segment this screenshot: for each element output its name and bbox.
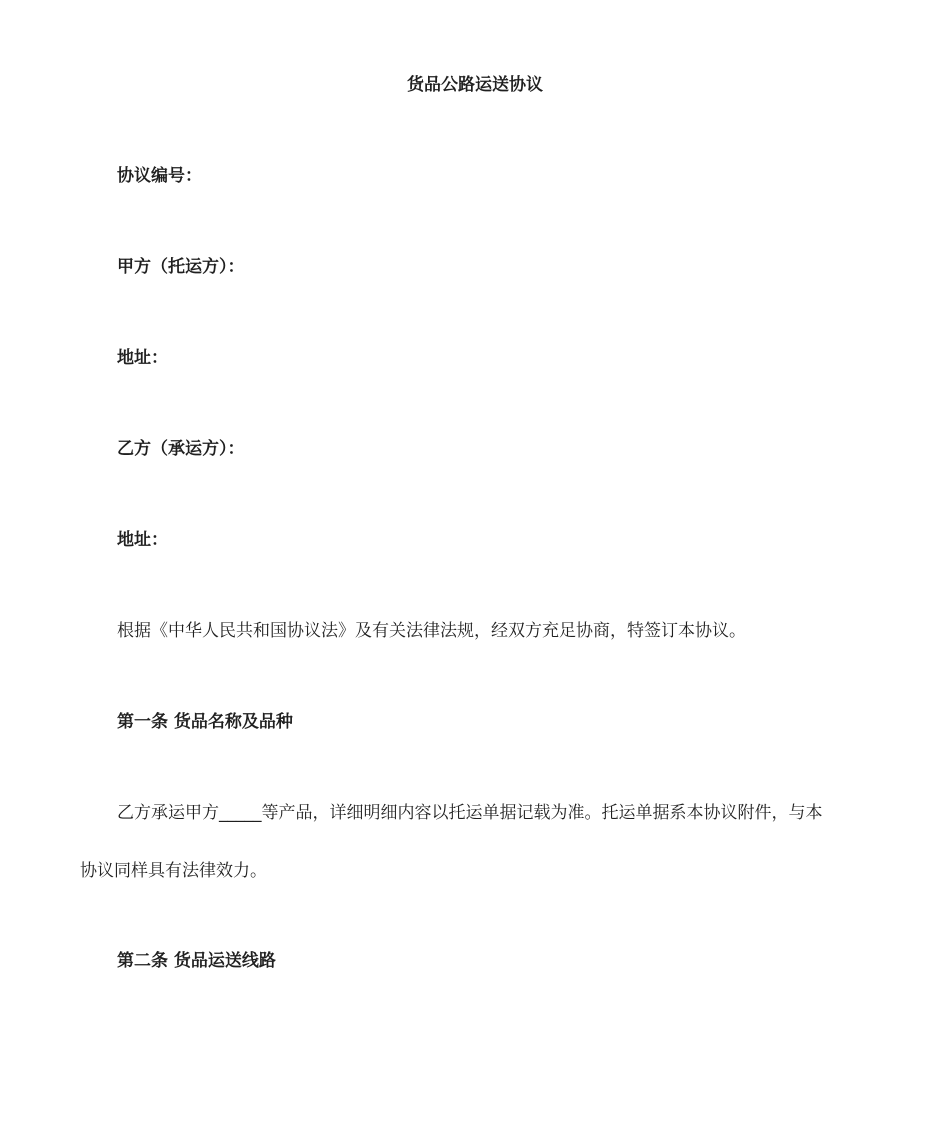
preamble-paragraph: 根据《中华人民共和国协议法》及有关法律法规，经双方充足协商，特签订本协议。: [117, 621, 746, 641]
article-1-body-line-2: 协议同样具有法律效力。: [80, 861, 267, 881]
article-2-heading: 第二条 货品运送线路: [117, 951, 276, 971]
article-1-heading: 第一条 货品名称及品种: [117, 712, 293, 732]
party-a-address-label: 地址：: [117, 348, 168, 368]
party-a-label: 甲方（托运方）：: [117, 257, 245, 277]
party-b-label: 乙方（承运方）：: [117, 439, 245, 459]
document-title: 货品公路运送协议: [407, 75, 543, 95]
agreement-number-label: 协议编号：: [117, 166, 202, 186]
article-1-body-line-1: 乙方承运甲方_____等产品，详细明细内容以托运单据记载为准。托运单据系本协议附件，与本: [117, 803, 823, 823]
party-b-address-label: 地址：: [117, 530, 168, 550]
